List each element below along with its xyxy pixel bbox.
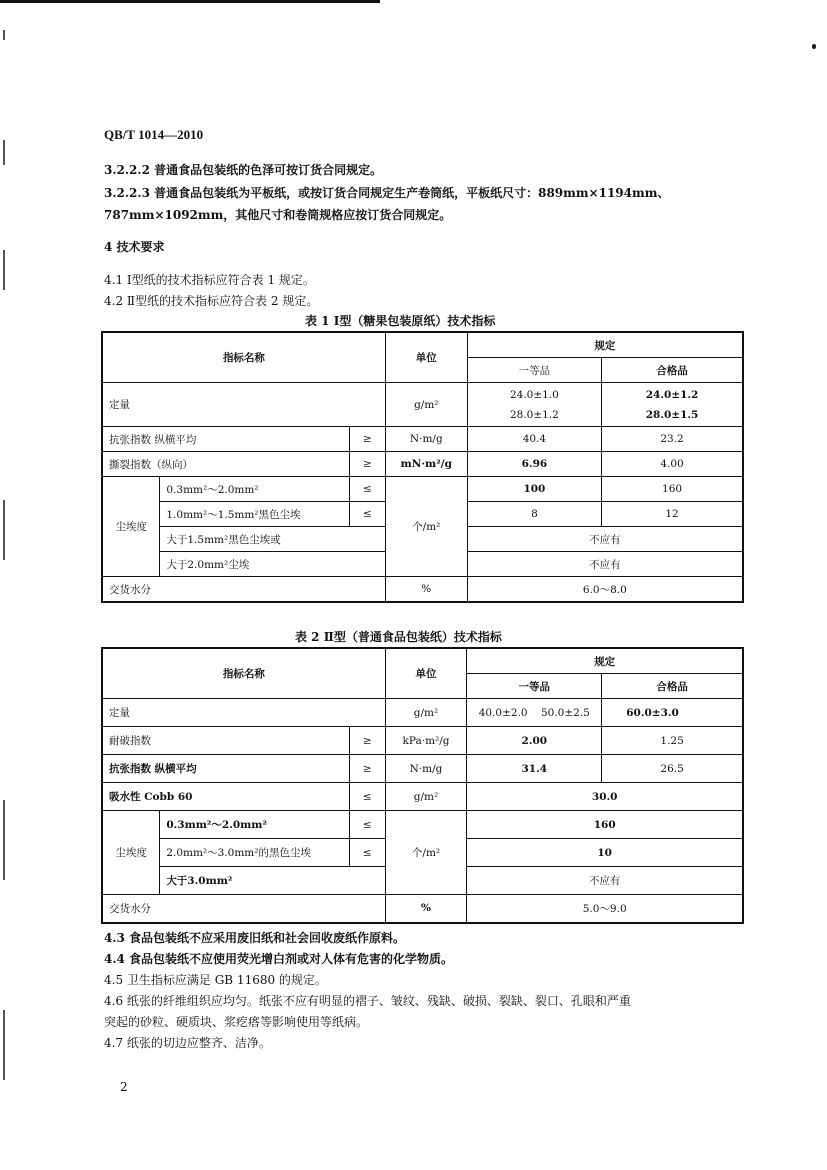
- t2-burst-name: 耐破指数: [102, 727, 349, 755]
- section-4-heading: 4 技术要求: [104, 240, 165, 254]
- margin-mark: [3, 800, 5, 880]
- t1-dust-r1-op: ≤: [350, 477, 386, 502]
- t1-dust-r1-g1: 100: [467, 477, 601, 502]
- t1-tensile-op: ≥: [350, 427, 386, 452]
- clause-4-5: 4.5 卫生指标应满足 GB 11680 的规定。: [104, 973, 327, 987]
- t1-head-spec: 规定: [467, 332, 743, 358]
- t1-tensile-unit: N·m/g: [385, 427, 467, 452]
- scan-speck: [812, 44, 816, 49]
- t2-basis-weight-g2: 60.0±3.0: [602, 699, 743, 727]
- t2-dust-unit: 个/m²: [385, 811, 467, 895]
- t2-moisture-unit: %: [385, 895, 467, 923]
- margin-mark: [3, 500, 5, 560]
- t1-dust-r3-val: 不应有: [467, 527, 743, 552]
- t2-moisture-name: 交货水分: [102, 895, 385, 923]
- page-number: 2: [120, 1080, 128, 1094]
- standard-code: QB/T 1014—2010: [104, 127, 204, 142]
- t1-dust-r1-name: 0.3mm²～2.0mm²: [160, 477, 350, 502]
- table2: [101, 647, 744, 924]
- t2-basis-weight-name: 定量: [102, 699, 385, 727]
- t1-dust-r2-name: 1.0mm²～1.5mm²黑色尘埃: [160, 502, 350, 527]
- t2-burst-op: ≥: [349, 727, 385, 755]
- t2-cobb-val: 30.0: [467, 783, 743, 811]
- t1-dust-unit: 个/m²: [385, 477, 467, 577]
- t2-dust-r2-op: ≤: [349, 839, 385, 867]
- t1-tear-op: ≥: [350, 452, 386, 477]
- margin-mark: [3, 140, 5, 165]
- clause-3-2-2-3-cont: 787mm×1092mm，其他尺寸和卷筒规格应按订货合同规定。: [104, 208, 452, 222]
- t2-tensile-name: 抗张指数 纵横平均: [102, 755, 349, 783]
- t1-bw-g2-b: 28.0±1.5: [645, 408, 699, 421]
- table2-caption: 表 2 Ⅱ型（普通食品包装纸）技术指标: [295, 630, 502, 644]
- t1-tear-g2: 4.00: [602, 452, 743, 477]
- t2-tensile-op: ≥: [349, 755, 385, 783]
- t1-dust-r4-name: 大于2.0mm²尘埃: [160, 552, 386, 577]
- t2-burst-g1: 2.00: [467, 727, 602, 755]
- table1-caption: 表 1 Ⅰ型（糖果包装原纸）技术指标: [305, 314, 496, 328]
- t1-basis-weight-g1: [467, 383, 601, 427]
- t2-basis-weight-g1: 40.0±2.0 50.0±2.5: [467, 699, 602, 727]
- t1-dust-r2-op: ≤: [350, 502, 386, 527]
- t1-bw-g1-a: 24.0±1.0: [509, 388, 559, 401]
- t1-tensile-g2: 23.2: [602, 427, 743, 452]
- t2-cobb-unit: g/m²: [385, 783, 467, 811]
- t2-dust-r2-name: 2.0mm²～3.0mm²的黑色尘埃: [160, 839, 350, 867]
- top-rule: [0, 0, 380, 3]
- t1-bw-g2-a: 24.0±1.2: [645, 388, 699, 401]
- t1-tensile-g1: 40.4: [467, 427, 601, 452]
- t2-burst-g2: 1.25: [602, 727, 743, 755]
- t2-head-grade1: 一等品: [467, 674, 602, 699]
- clause-4-7: 4.7 纸张的切边应整齐、洁净。: [104, 1036, 271, 1050]
- t1-head-grade2: 合格品: [602, 358, 743, 383]
- t1-tensile-name: 抗张指数 纵横平均: [102, 427, 350, 452]
- t1-basis-weight-name: 定量: [102, 383, 385, 427]
- t1-moisture-unit: %: [385, 577, 467, 603]
- t2-dust-r3-name: 大于3.0mm²: [160, 867, 385, 895]
- clause-4-3: 4.3 食品包装纸不应采用废旧纸和社会回收废纸作原料。: [104, 931, 406, 945]
- t2-dust-label: 尘埃度: [102, 811, 160, 895]
- t2-basis-weight-unit: g/m²: [385, 699, 467, 727]
- t2-head-grade2: 合格品: [602, 674, 743, 699]
- t2-dust-r2-val: 10: [467, 839, 743, 867]
- t2-tensile-unit: N·m/g: [385, 755, 467, 783]
- clause-4-1: 4.1 Ⅰ型纸的技术指标应符合表 1 规定。: [104, 273, 315, 287]
- t2-tensile-g2: 26.5: [602, 755, 743, 783]
- clause-4-4: 4.4 食品包装纸不应使用荧光增白剂或对人体有危害的化学物质。: [104, 952, 454, 966]
- clause-4-6-cont: 突起的砂粒、硬质块、浆疙瘩等影响使用等纸病。: [104, 1015, 369, 1029]
- t1-tear-name: 撕裂指数（纵向）: [102, 452, 350, 477]
- t1-dust-r4-val: 不应有: [467, 552, 743, 577]
- clause-3-2-2-3: 3.2.2.3 普通食品包装纸为平板纸，或按订货合同规定生产卷筒纸，平板纸尺寸：889mm×1194mm、: [104, 186, 670, 200]
- clause-3-2-2-2: 3.2.2.2 普通食品包装纸的色泽可按订货合同规定。: [104, 163, 383, 177]
- t1-moisture-val: 6.0～8.0: [467, 577, 743, 603]
- t2-dust-r1-op: ≤: [349, 811, 385, 839]
- t1-bw-g1-b: 28.0±1.2: [509, 408, 559, 421]
- margin-mark: [3, 250, 5, 290]
- margin-mark: [3, 1010, 5, 1080]
- t1-moisture-name: 交货水分: [102, 577, 385, 603]
- t2-dust-r3-val: 不应有: [467, 867, 743, 895]
- t2-head-name: 指标名称: [102, 648, 385, 699]
- t1-head-name: 指标名称: [102, 332, 385, 383]
- t2-cobb-name: 吸水性 Cobb 60: [102, 783, 349, 811]
- t1-dust-r2-g2: 12: [602, 502, 743, 527]
- margin-mark: [3, 30, 5, 40]
- t2-burst-unit: kPa·m²/g: [385, 727, 467, 755]
- t2-dust-r1-val: 160: [467, 811, 743, 839]
- t1-dust-r1-g2: 160: [602, 477, 743, 502]
- t1-dust-r3-name: 大于1.5mm²黑色尘埃或: [160, 527, 386, 552]
- table1: [101, 331, 744, 603]
- t2-cobb-op: ≤: [349, 783, 385, 811]
- t1-tear-unit: mN·m²/g: [385, 452, 467, 477]
- t2-moisture-val: 5.0～9.0: [467, 895, 743, 923]
- t1-head-grade1: 一等品: [467, 358, 601, 383]
- t1-basis-weight-g2: [602, 383, 743, 427]
- t1-dust-r2-g1: 8: [467, 502, 601, 527]
- t1-basis-weight-unit: g/m²: [385, 383, 467, 427]
- t1-head-unit: 单位: [385, 332, 467, 383]
- clause-4-2: 4.2 Ⅱ型纸的技术指标应符合表 2 规定。: [104, 294, 319, 308]
- t2-head-unit: 单位: [385, 648, 467, 699]
- t2-dust-r1-name: 0.3mm²～2.0mm²: [160, 811, 350, 839]
- t2-tensile-g1: 31.4: [467, 755, 602, 783]
- t1-dust-label: 尘埃度: [102, 477, 160, 577]
- t2-head-spec: 规定: [467, 648, 743, 674]
- clause-4-6: 4.6 纸张的纤维组织应均匀。纸张不应有明显的褶子、皱纹、残缺、破损、裂缺、裂口、孔眼和严重: [104, 994, 631, 1008]
- t1-tear-g1: 6.96: [467, 452, 601, 477]
